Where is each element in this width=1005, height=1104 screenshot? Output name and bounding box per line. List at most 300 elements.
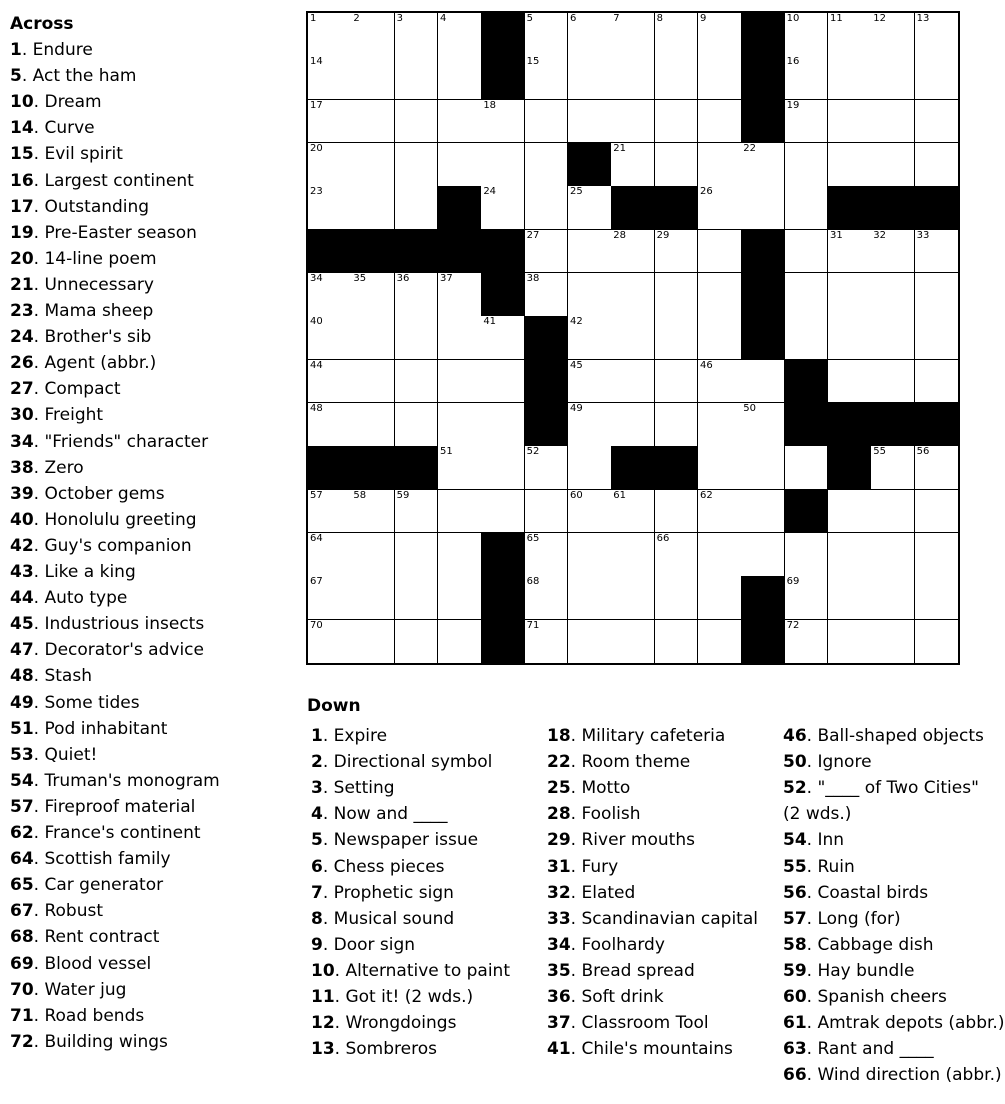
grid-cell[interactable] bbox=[871, 490, 915, 534]
grid-cell[interactable] bbox=[525, 143, 569, 187]
grid-cell[interactable] bbox=[525, 230, 569, 274]
grid-cell[interactable] bbox=[785, 56, 829, 100]
clue-item[interactable] bbox=[10, 614, 204, 634]
grid-cell[interactable] bbox=[698, 56, 742, 100]
clue-item[interactable] bbox=[10, 40, 93, 60]
grid-cell[interactable] bbox=[915, 13, 959, 57]
grid-cell[interactable] bbox=[698, 490, 742, 534]
clue-item[interactable] bbox=[10, 954, 151, 974]
grid-cell[interactable] bbox=[438, 56, 482, 100]
grid-cell[interactable] bbox=[351, 100, 395, 144]
grid-cell[interactable] bbox=[698, 143, 742, 187]
grid-cell[interactable] bbox=[785, 143, 829, 187]
grid-cell[interactable] bbox=[395, 533, 439, 577]
grid-cell[interactable] bbox=[395, 56, 439, 100]
grid-cell[interactable] bbox=[568, 490, 612, 534]
grid-cell[interactable] bbox=[871, 100, 915, 144]
clue-item[interactable] bbox=[10, 249, 157, 269]
grid-cell[interactable] bbox=[395, 316, 439, 360]
clue-text: . France's continent bbox=[33, 823, 201, 843]
grid-cell[interactable] bbox=[611, 273, 655, 317]
grid-cell[interactable] bbox=[525, 490, 569, 534]
clue-item[interactable] bbox=[10, 405, 103, 425]
grid-cell[interactable] bbox=[785, 186, 829, 230]
clue-item[interactable] bbox=[547, 778, 630, 798]
clue-item[interactable] bbox=[783, 830, 844, 850]
clue-item[interactable] bbox=[311, 987, 473, 1007]
grid-cell[interactable] bbox=[351, 56, 395, 100]
grid-cell[interactable] bbox=[481, 360, 525, 404]
grid-cell[interactable] bbox=[395, 403, 439, 447]
clue-item[interactable] bbox=[547, 987, 664, 1007]
grid-cell[interactable] bbox=[308, 273, 352, 317]
grid-cell[interactable] bbox=[915, 533, 959, 577]
grid-cell[interactable] bbox=[395, 186, 439, 230]
crossword-grid[interactable] bbox=[306, 11, 960, 665]
clue-item[interactable] bbox=[547, 830, 695, 850]
clue-item[interactable] bbox=[547, 752, 690, 772]
grid-block bbox=[568, 143, 612, 187]
clue-item[interactable] bbox=[10, 458, 84, 478]
grid-cell[interactable] bbox=[828, 316, 872, 360]
grid-cell[interactable] bbox=[871, 533, 915, 577]
grid-cell[interactable] bbox=[568, 13, 612, 57]
cell-number: 31 bbox=[829, 229, 843, 241]
grid-cell[interactable] bbox=[308, 316, 352, 360]
grid-cell[interactable] bbox=[785, 446, 829, 490]
clue-item[interactable] bbox=[10, 197, 149, 217]
grid-cell[interactable] bbox=[655, 490, 699, 534]
grid-cell[interactable] bbox=[915, 620, 959, 664]
clue-item[interactable] bbox=[10, 719, 167, 739]
grid-cell[interactable] bbox=[568, 230, 612, 274]
clue-item[interactable] bbox=[783, 909, 901, 929]
grid-cell[interactable] bbox=[698, 576, 742, 620]
grid-cell[interactable] bbox=[568, 316, 612, 360]
clue-item[interactable] bbox=[10, 640, 204, 660]
grid-cell[interactable] bbox=[698, 446, 742, 490]
grid-cell[interactable] bbox=[525, 533, 569, 577]
clue-item[interactable] bbox=[311, 857, 445, 877]
clue-item[interactable] bbox=[10, 92, 102, 112]
clue-item[interactable] bbox=[783, 883, 928, 903]
grid-cell[interactable] bbox=[828, 620, 872, 664]
grid-cell[interactable] bbox=[785, 100, 829, 144]
clue-number: 18 bbox=[547, 726, 571, 746]
grid-cell[interactable] bbox=[395, 100, 439, 144]
cell-number: 62 bbox=[699, 489, 713, 501]
clue-item[interactable] bbox=[547, 961, 695, 981]
grid-cell[interactable] bbox=[915, 316, 959, 360]
grid-cell[interactable] bbox=[308, 100, 352, 144]
grid-cell[interactable] bbox=[351, 13, 395, 57]
clue-item[interactable] bbox=[10, 797, 195, 817]
clue-number: 59 bbox=[783, 960, 807, 981]
grid-cell[interactable] bbox=[308, 360, 352, 404]
clue-item[interactable] bbox=[783, 1013, 1004, 1033]
grid-cell[interactable] bbox=[785, 273, 829, 317]
grid-cell[interactable] bbox=[741, 360, 785, 404]
grid-cell[interactable] bbox=[871, 230, 915, 274]
clue-item[interactable] bbox=[10, 353, 156, 373]
clue-item[interactable] bbox=[10, 223, 197, 243]
grid-cell[interactable] bbox=[871, 360, 915, 404]
clue-item[interactable] bbox=[10, 745, 97, 765]
grid-block bbox=[871, 403, 915, 447]
clue-text: . Blood vessel bbox=[33, 953, 152, 974]
cell-number: 11 bbox=[829, 13, 843, 24]
clue-item[interactable] bbox=[10, 484, 165, 504]
clue-item[interactable] bbox=[10, 536, 192, 556]
clue-text: . Wind direction (abbr.) bbox=[806, 1065, 1002, 1086]
grid-cell[interactable] bbox=[698, 186, 742, 230]
grid-cell[interactable] bbox=[568, 273, 612, 317]
grid-cell[interactable] bbox=[828, 100, 872, 144]
grid-cell[interactable] bbox=[568, 360, 612, 404]
grid-cell[interactable] bbox=[481, 403, 525, 447]
grid-cell[interactable] bbox=[568, 576, 612, 620]
grid-block bbox=[655, 446, 699, 490]
grid-cell[interactable] bbox=[828, 360, 872, 404]
grid-cell[interactable] bbox=[525, 446, 569, 490]
grid-cell[interactable] bbox=[438, 13, 482, 57]
grid-cell[interactable] bbox=[308, 56, 352, 100]
grid-cell[interactable] bbox=[308, 13, 352, 57]
grid-cell[interactable] bbox=[308, 490, 352, 534]
grid-cell[interactable] bbox=[351, 403, 395, 447]
clue-number: 15 bbox=[10, 144, 34, 165]
cell-number: 59 bbox=[396, 489, 410, 501]
clue-item[interactable] bbox=[311, 726, 387, 746]
cell-number: 57 bbox=[310, 489, 323, 501]
grid-block bbox=[438, 186, 482, 230]
clue-item[interactable] bbox=[311, 1013, 456, 1033]
grid-cell[interactable] bbox=[481, 100, 525, 144]
clue-text: . Some tides bbox=[33, 692, 140, 713]
grid-cell[interactable] bbox=[351, 533, 395, 577]
clue-text: . Fireproof material bbox=[33, 796, 196, 817]
grid-cell[interactable] bbox=[611, 56, 655, 100]
grid-cell[interactable] bbox=[611, 533, 655, 577]
clue-item[interactable] bbox=[783, 935, 934, 955]
grid-cell[interactable] bbox=[611, 576, 655, 620]
grid-cell[interactable] bbox=[871, 56, 915, 100]
cell-number: 58 bbox=[353, 489, 367, 501]
grid-cell[interactable] bbox=[698, 533, 742, 577]
grid-cell[interactable] bbox=[915, 576, 959, 620]
grid-cell[interactable] bbox=[395, 143, 439, 187]
grid-cell[interactable] bbox=[741, 533, 785, 577]
grid-cell[interactable] bbox=[568, 403, 612, 447]
clue-item[interactable] bbox=[783, 752, 872, 772]
clue-item[interactable] bbox=[311, 778, 395, 798]
grid-cell[interactable] bbox=[915, 360, 959, 404]
clue-item[interactable] bbox=[547, 1039, 733, 1059]
clue-item[interactable] bbox=[10, 823, 201, 843]
grid-cell[interactable] bbox=[785, 576, 829, 620]
grid-cell[interactable] bbox=[351, 143, 395, 187]
grid-cell[interactable] bbox=[655, 100, 699, 144]
clue-item[interactable] bbox=[311, 883, 454, 903]
grid-cell[interactable] bbox=[525, 273, 569, 317]
clue-number: 4 bbox=[311, 804, 323, 825]
grid-cell[interactable] bbox=[785, 533, 829, 577]
clue-text: . Act the ham bbox=[21, 66, 137, 87]
clue-item[interactable] bbox=[10, 66, 136, 86]
clue-item[interactable] bbox=[10, 301, 153, 321]
clue-item[interactable] bbox=[10, 562, 136, 582]
grid-cell[interactable] bbox=[351, 316, 395, 360]
grid-cell[interactable] bbox=[698, 100, 742, 144]
clue-item[interactable] bbox=[10, 510, 197, 530]
clue-item[interactable] bbox=[10, 980, 126, 1000]
clue-item[interactable] bbox=[10, 666, 92, 686]
grid-cell[interactable] bbox=[698, 403, 742, 447]
grid-block bbox=[741, 13, 785, 57]
grid-cell[interactable] bbox=[915, 143, 959, 187]
grid-cell[interactable] bbox=[611, 13, 655, 57]
grid-cell[interactable] bbox=[611, 143, 655, 187]
clue-item[interactable] bbox=[10, 432, 208, 452]
grid-cell[interactable] bbox=[828, 143, 872, 187]
grid-cell[interactable] bbox=[871, 273, 915, 317]
grid-cell[interactable] bbox=[568, 56, 612, 100]
grid-cell[interactable] bbox=[915, 100, 959, 144]
grid-cell[interactable] bbox=[915, 446, 959, 490]
grid-cell[interactable] bbox=[871, 576, 915, 620]
grid-cell[interactable] bbox=[655, 576, 699, 620]
clue-text: . Zero bbox=[33, 457, 84, 478]
clue-text: . Room theme bbox=[570, 752, 691, 773]
clue-item[interactable] bbox=[783, 1065, 1002, 1085]
clue-number: 45 bbox=[10, 614, 34, 635]
grid-cell[interactable] bbox=[351, 186, 395, 230]
grid-cell[interactable] bbox=[395, 13, 439, 57]
grid-cell[interactable] bbox=[828, 533, 872, 577]
grid-cell[interactable] bbox=[655, 230, 699, 274]
clue-item[interactable] bbox=[783, 804, 851, 824]
grid-cell[interactable] bbox=[395, 273, 439, 317]
grid-cell[interactable] bbox=[698, 230, 742, 274]
grid-cell[interactable] bbox=[655, 360, 699, 404]
clue-number: 3 bbox=[311, 778, 323, 799]
grid-cell[interactable] bbox=[568, 533, 612, 577]
grid-cell[interactable] bbox=[871, 13, 915, 57]
clue-item[interactable] bbox=[10, 588, 127, 608]
grid-cell[interactable] bbox=[785, 620, 829, 664]
grid-cell[interactable] bbox=[568, 620, 612, 664]
cell-number: 6 bbox=[569, 13, 577, 24]
grid-cell[interactable] bbox=[438, 143, 482, 187]
grid-cell[interactable] bbox=[828, 490, 872, 534]
clue-item[interactable] bbox=[10, 327, 151, 347]
clue-item[interactable] bbox=[783, 726, 984, 746]
grid-cell[interactable] bbox=[785, 13, 829, 57]
clue-item[interactable] bbox=[10, 379, 121, 399]
grid-cell[interactable] bbox=[568, 100, 612, 144]
clue-item[interactable] bbox=[311, 830, 478, 850]
grid-cell[interactable] bbox=[915, 230, 959, 274]
grid-cell[interactable] bbox=[871, 446, 915, 490]
grid-cell[interactable] bbox=[655, 273, 699, 317]
clue-item[interactable] bbox=[783, 987, 947, 1007]
clue-item[interactable] bbox=[10, 771, 220, 791]
grid-cell[interactable] bbox=[828, 56, 872, 100]
grid-cell[interactable] bbox=[438, 446, 482, 490]
grid-cell[interactable] bbox=[828, 13, 872, 57]
clue-number: 42 bbox=[10, 535, 34, 556]
clue-item[interactable] bbox=[311, 935, 415, 955]
grid-cell[interactable] bbox=[525, 56, 569, 100]
grid-cell[interactable] bbox=[655, 56, 699, 100]
clue-item[interactable] bbox=[10, 849, 171, 869]
grid-cell[interactable] bbox=[481, 143, 525, 187]
grid-cell[interactable] bbox=[438, 403, 482, 447]
clue-item[interactable] bbox=[547, 857, 618, 877]
clue-item[interactable] bbox=[783, 857, 855, 877]
grid-cell[interactable] bbox=[308, 143, 352, 187]
grid-cell[interactable] bbox=[611, 490, 655, 534]
grid-cell[interactable] bbox=[395, 576, 439, 620]
clue-item[interactable] bbox=[10, 171, 194, 191]
grid-cell[interactable] bbox=[741, 446, 785, 490]
clue-number: 17 bbox=[10, 196, 34, 217]
grid-cell[interactable] bbox=[395, 360, 439, 404]
grid-cell[interactable] bbox=[741, 403, 785, 447]
clue-item[interactable] bbox=[10, 144, 123, 164]
grid-cell[interactable] bbox=[308, 576, 352, 620]
grid-cell[interactable] bbox=[481, 446, 525, 490]
grid-cell[interactable] bbox=[655, 316, 699, 360]
grid-cell[interactable] bbox=[741, 143, 785, 187]
grid-cell[interactable] bbox=[308, 403, 352, 447]
grid-cell[interactable] bbox=[611, 230, 655, 274]
grid-cell[interactable] bbox=[351, 360, 395, 404]
grid-cell[interactable] bbox=[785, 230, 829, 274]
grid-cell[interactable] bbox=[308, 533, 352, 577]
grid-cell[interactable] bbox=[395, 620, 439, 664]
grid-cell[interactable] bbox=[438, 490, 482, 534]
clue-item[interactable] bbox=[311, 752, 492, 772]
clue-item[interactable] bbox=[10, 693, 140, 713]
clue-item[interactable] bbox=[547, 1013, 709, 1033]
grid-cell[interactable] bbox=[741, 186, 785, 230]
clue-item[interactable] bbox=[783, 778, 979, 798]
clue-item[interactable] bbox=[10, 927, 159, 947]
grid-cell[interactable] bbox=[611, 360, 655, 404]
grid-cell[interactable] bbox=[698, 316, 742, 360]
clue-number: 70 bbox=[10, 979, 34, 1000]
grid-cell[interactable] bbox=[568, 446, 612, 490]
grid-cell[interactable] bbox=[438, 533, 482, 577]
clue-number: 69 bbox=[10, 953, 34, 974]
grid-block bbox=[351, 446, 395, 490]
grid-cell[interactable] bbox=[828, 576, 872, 620]
clue-item[interactable] bbox=[10, 875, 163, 895]
grid-cell[interactable] bbox=[655, 403, 699, 447]
grid-cell[interactable] bbox=[525, 13, 569, 57]
clue-item[interactable] bbox=[311, 961, 510, 981]
grid-cell[interactable] bbox=[481, 490, 525, 534]
grid-cell[interactable] bbox=[351, 576, 395, 620]
grid-cell[interactable] bbox=[871, 143, 915, 187]
grid-cell[interactable] bbox=[741, 490, 785, 534]
grid-cell[interactable] bbox=[308, 186, 352, 230]
grid-cell[interactable] bbox=[698, 13, 742, 57]
grid-cell[interactable] bbox=[871, 620, 915, 664]
grid-cell[interactable] bbox=[655, 143, 699, 187]
grid-cell[interactable] bbox=[525, 100, 569, 144]
grid-cell[interactable] bbox=[655, 13, 699, 57]
clue-text: . Agent (abbr.) bbox=[33, 353, 157, 374]
grid-cell[interactable] bbox=[915, 56, 959, 100]
clue-item[interactable] bbox=[10, 1006, 144, 1026]
grid-block bbox=[741, 56, 785, 100]
clue-item[interactable] bbox=[547, 804, 641, 824]
grid-cell[interactable] bbox=[611, 316, 655, 360]
grid-cell[interactable] bbox=[525, 620, 569, 664]
grid-cell[interactable] bbox=[828, 273, 872, 317]
cell-number: 68 bbox=[526, 576, 540, 588]
clue-item[interactable] bbox=[547, 935, 665, 955]
clue-item[interactable] bbox=[311, 909, 454, 929]
grid-cell[interactable] bbox=[351, 273, 395, 317]
grid-cell[interactable] bbox=[481, 316, 525, 360]
grid-cell[interactable] bbox=[698, 360, 742, 404]
grid-cell[interactable] bbox=[481, 186, 525, 230]
grid-cell[interactable] bbox=[871, 316, 915, 360]
grid-cell[interactable] bbox=[655, 620, 699, 664]
grid-cell[interactable] bbox=[395, 490, 439, 534]
grid-cell[interactable] bbox=[308, 620, 352, 664]
grid-cell[interactable] bbox=[915, 490, 959, 534]
grid-cell[interactable] bbox=[611, 403, 655, 447]
grid-cell[interactable] bbox=[525, 186, 569, 230]
clue-item[interactable] bbox=[10, 1032, 168, 1052]
cell-number: 48 bbox=[310, 402, 323, 414]
clue-item[interactable] bbox=[10, 275, 154, 295]
grid-cell[interactable] bbox=[698, 273, 742, 317]
grid-cell[interactable] bbox=[351, 490, 395, 534]
grid-cell[interactable] bbox=[438, 100, 482, 144]
grid-cell[interactable] bbox=[438, 273, 482, 317]
grid-cell[interactable] bbox=[915, 273, 959, 317]
grid-cell[interactable] bbox=[525, 576, 569, 620]
grid-cell[interactable] bbox=[698, 620, 742, 664]
grid-cell[interactable] bbox=[438, 316, 482, 360]
clue-text: . Setting bbox=[322, 778, 395, 799]
clue-item[interactable] bbox=[311, 1039, 437, 1059]
grid-cell[interactable] bbox=[611, 100, 655, 144]
clue-item[interactable] bbox=[547, 726, 725, 746]
grid-cell[interactable] bbox=[351, 620, 395, 664]
clue-item[interactable] bbox=[10, 901, 103, 921]
grid-cell[interactable] bbox=[438, 576, 482, 620]
clue-item[interactable] bbox=[547, 883, 635, 903]
clue-item[interactable] bbox=[783, 1039, 934, 1059]
grid-cell[interactable] bbox=[611, 620, 655, 664]
clue-item[interactable] bbox=[10, 118, 95, 138]
grid-cell[interactable] bbox=[438, 620, 482, 664]
clue-item[interactable] bbox=[311, 804, 447, 824]
grid-cell[interactable] bbox=[828, 230, 872, 274]
clue-item[interactable] bbox=[547, 909, 758, 929]
grid-cell[interactable] bbox=[568, 186, 612, 230]
clue-item[interactable] bbox=[783, 961, 914, 981]
grid-cell[interactable] bbox=[438, 360, 482, 404]
grid-cell[interactable] bbox=[785, 316, 829, 360]
grid-cell[interactable] bbox=[655, 533, 699, 577]
